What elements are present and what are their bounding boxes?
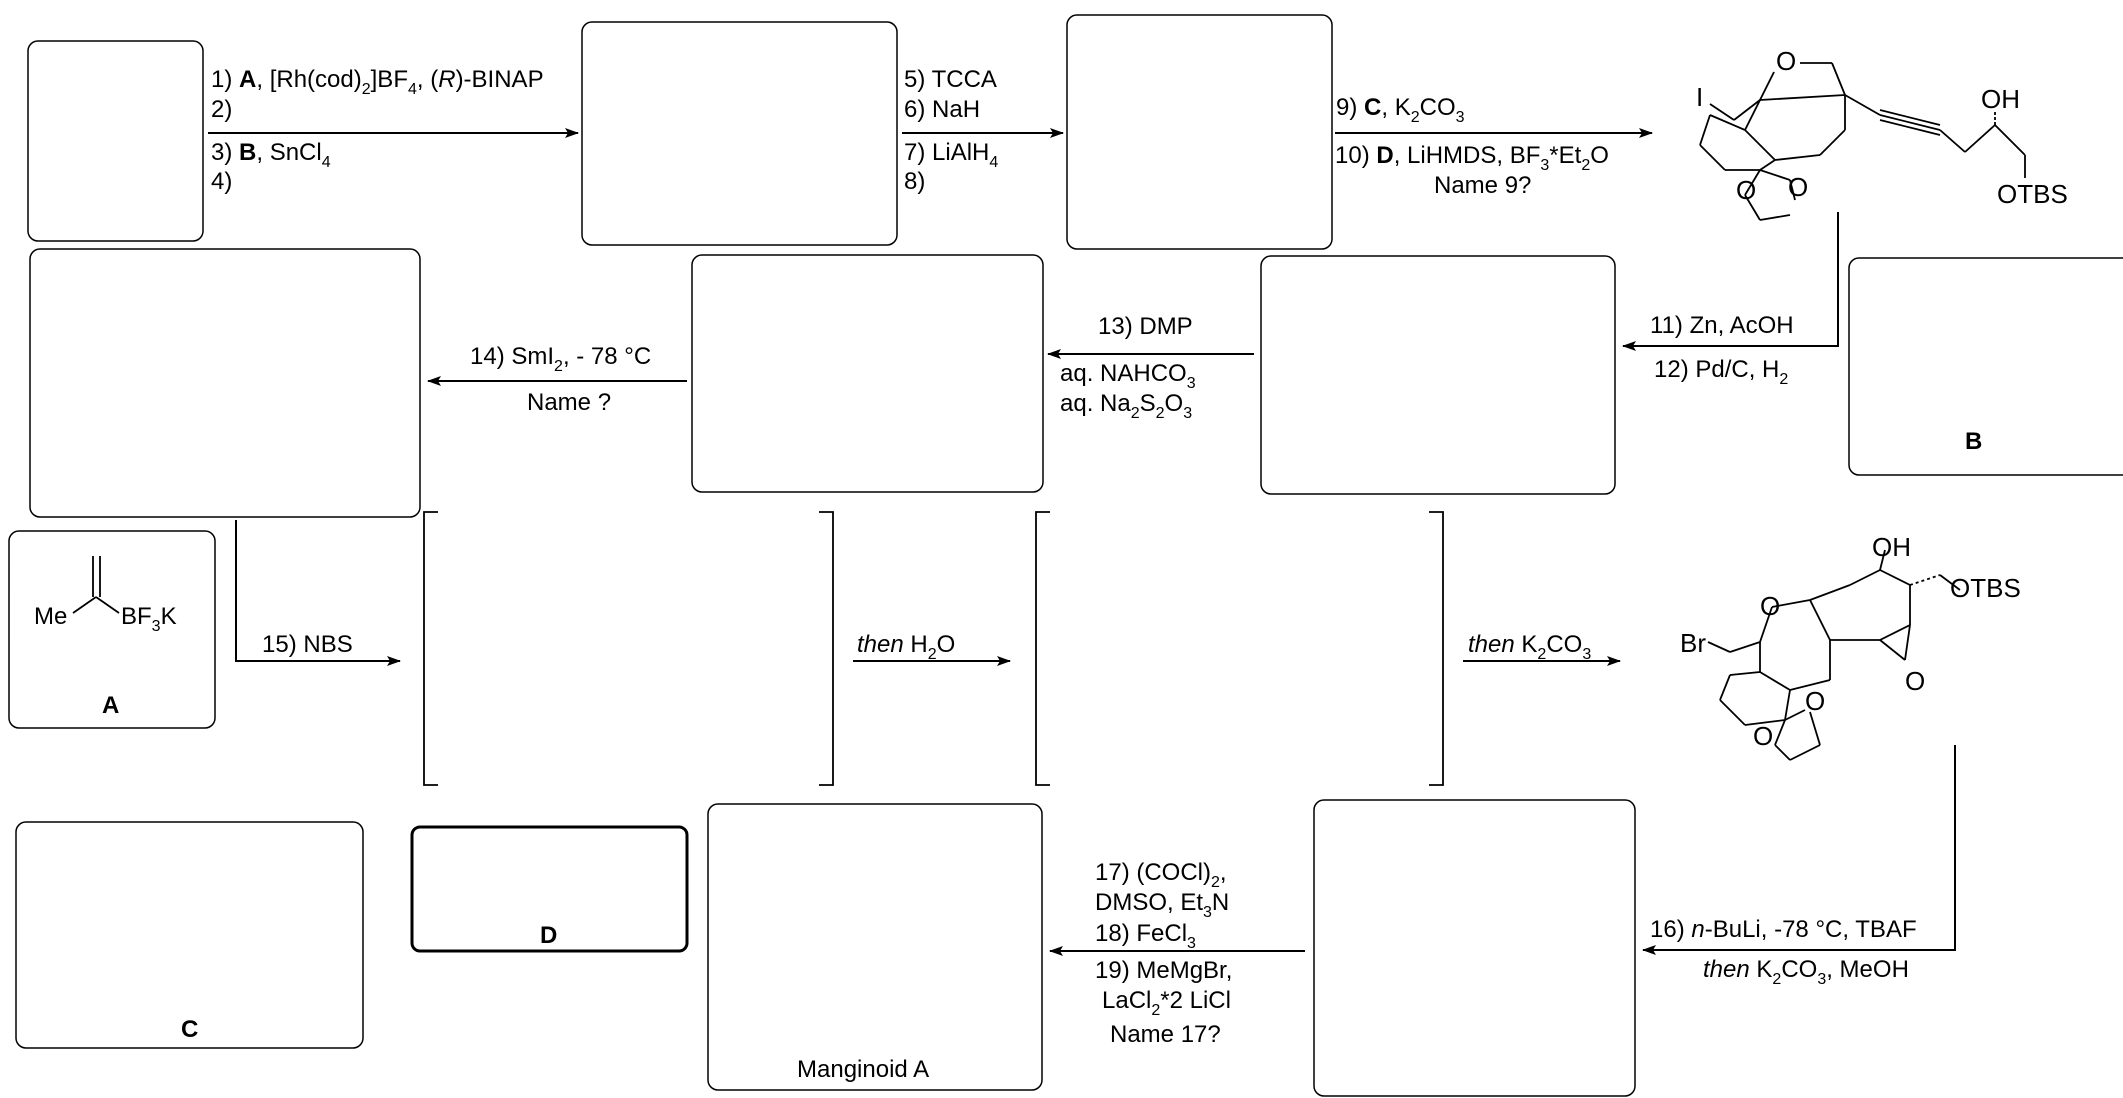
struct2-epoxide-o: O: [1905, 666, 1926, 696]
reagent-a-label: A: [102, 692, 120, 719]
step-9-name-question: Name 9?: [1434, 172, 1532, 199]
step-4-text: 4): [211, 168, 233, 195]
step-18-text: 18) FeCl$_3$: [1095, 920, 1196, 952]
step-15-text: 15) NBS: [262, 631, 353, 658]
step-13-text: 13) DMP: [1098, 313, 1193, 340]
then-k2co3-text: then $K_2CO_3$: [1468, 631, 1592, 663]
struct2-otbs: OTBS: [1950, 573, 2021, 603]
bracket-left-1: [424, 512, 438, 785]
step-1-text: 1) A, $[Rh(cod)_2]BF_4$, (R)-BINAP: [211, 66, 544, 98]
intermediate-box-5: [30, 249, 420, 517]
reagent-a-structure: [73, 556, 119, 613]
start-material-box: [28, 41, 203, 241]
step-8-text: 8): [904, 168, 926, 195]
bracket-right-1: [819, 512, 833, 785]
step-9-text: 9) C, $K_2CO_3$: [1336, 94, 1465, 126]
reagent-d-label: D: [540, 922, 558, 949]
struct1-otbs: OTBS: [1997, 179, 2068, 209]
then-h2o-text: then $H_2O$: [857, 631, 956, 663]
struct1-dioxolane-o2: O: [1736, 175, 1757, 205]
step-13-wash-2: aq. $Na_2S_2O_3$: [1060, 390, 1193, 422]
step-7-text: 7) LiAlH$_4$: [904, 139, 999, 171]
step-17-text-a: 17) $(COCl)_2$,: [1095, 859, 1227, 891]
intermediate-box-2: [1067, 15, 1332, 249]
struct2-ether-o: O: [1760, 591, 1781, 621]
manginoid-box: [708, 804, 1042, 1090]
intermediate-box-7: [1314, 800, 1635, 1096]
manginoid-label: Manginoid A: [797, 1056, 930, 1083]
step-19-text: 19) MeMgBr,: [1095, 957, 1233, 984]
step-10-text: 10) D, LiHMDS, $BF_3*Et_2O$: [1335, 142, 1609, 174]
reagent-a-methyl: Me: [34, 603, 68, 630]
reagent-a-bf3k: $BF_3K$: [121, 603, 177, 635]
step-6-text: 6) NaH: [904, 96, 981, 123]
structure-bromo-epoxide: [1708, 550, 1960, 760]
step-13-wash-1: aq. $NAHCO_3$: [1060, 360, 1196, 392]
reagent-b-label: B: [1965, 428, 1983, 455]
reagent-c-label: C: [181, 1016, 199, 1043]
step-16-text: 16) n-BuLi, -78 °C, TBAF: [1650, 916, 1917, 943]
step-19-text-b: LaCl$_2$*2 LiCl: [1102, 987, 1231, 1019]
bracket-right-2: [1429, 512, 1443, 785]
struct1-ether-o: O: [1776, 46, 1797, 76]
intermediate-box-1: [582, 22, 897, 245]
struct2-hydroxyl: OH: [1872, 532, 1911, 562]
struct1-dioxolane-o1: O: [1788, 172, 1809, 202]
reagent-c-box: [16, 822, 363, 1048]
struct2-dioxolane-o2: O: [1753, 721, 1774, 751]
struct1-hydroxyl: OH: [1981, 84, 2020, 114]
step-14-text: 14) SmI$_2$, - 78 °C: [470, 343, 652, 375]
struct1-iodo: I: [1696, 82, 1704, 112]
intermediate-box-3: [1261, 256, 1615, 494]
step-11-text: 11) Zn, AcOH: [1650, 312, 1794, 339]
step-5-text: 5) TCCA: [904, 66, 997, 93]
step-14-name-question: Name ?: [527, 389, 612, 416]
struct2-bromo: Br: [1680, 628, 1706, 658]
reagent-b-box: [1849, 258, 2123, 475]
step-12-text: 12) Pd/C, $H_2$: [1654, 356, 1789, 388]
step-3-text: 3) B, SnCl$_4$: [211, 139, 331, 171]
step-17-name-question: Name 17?: [1110, 1021, 1221, 1048]
bracket-left-2: [1036, 512, 1050, 785]
intermediate-box-4: [692, 255, 1043, 492]
step-17-text-b: DMSO, $Et_3N$: [1095, 889, 1230, 921]
step-16-workup: then $K_2CO_3$, MeOH: [1703, 956, 1909, 988]
step-2-text: 2): [211, 96, 233, 123]
struct2-dioxolane-o1: O: [1805, 686, 1826, 716]
